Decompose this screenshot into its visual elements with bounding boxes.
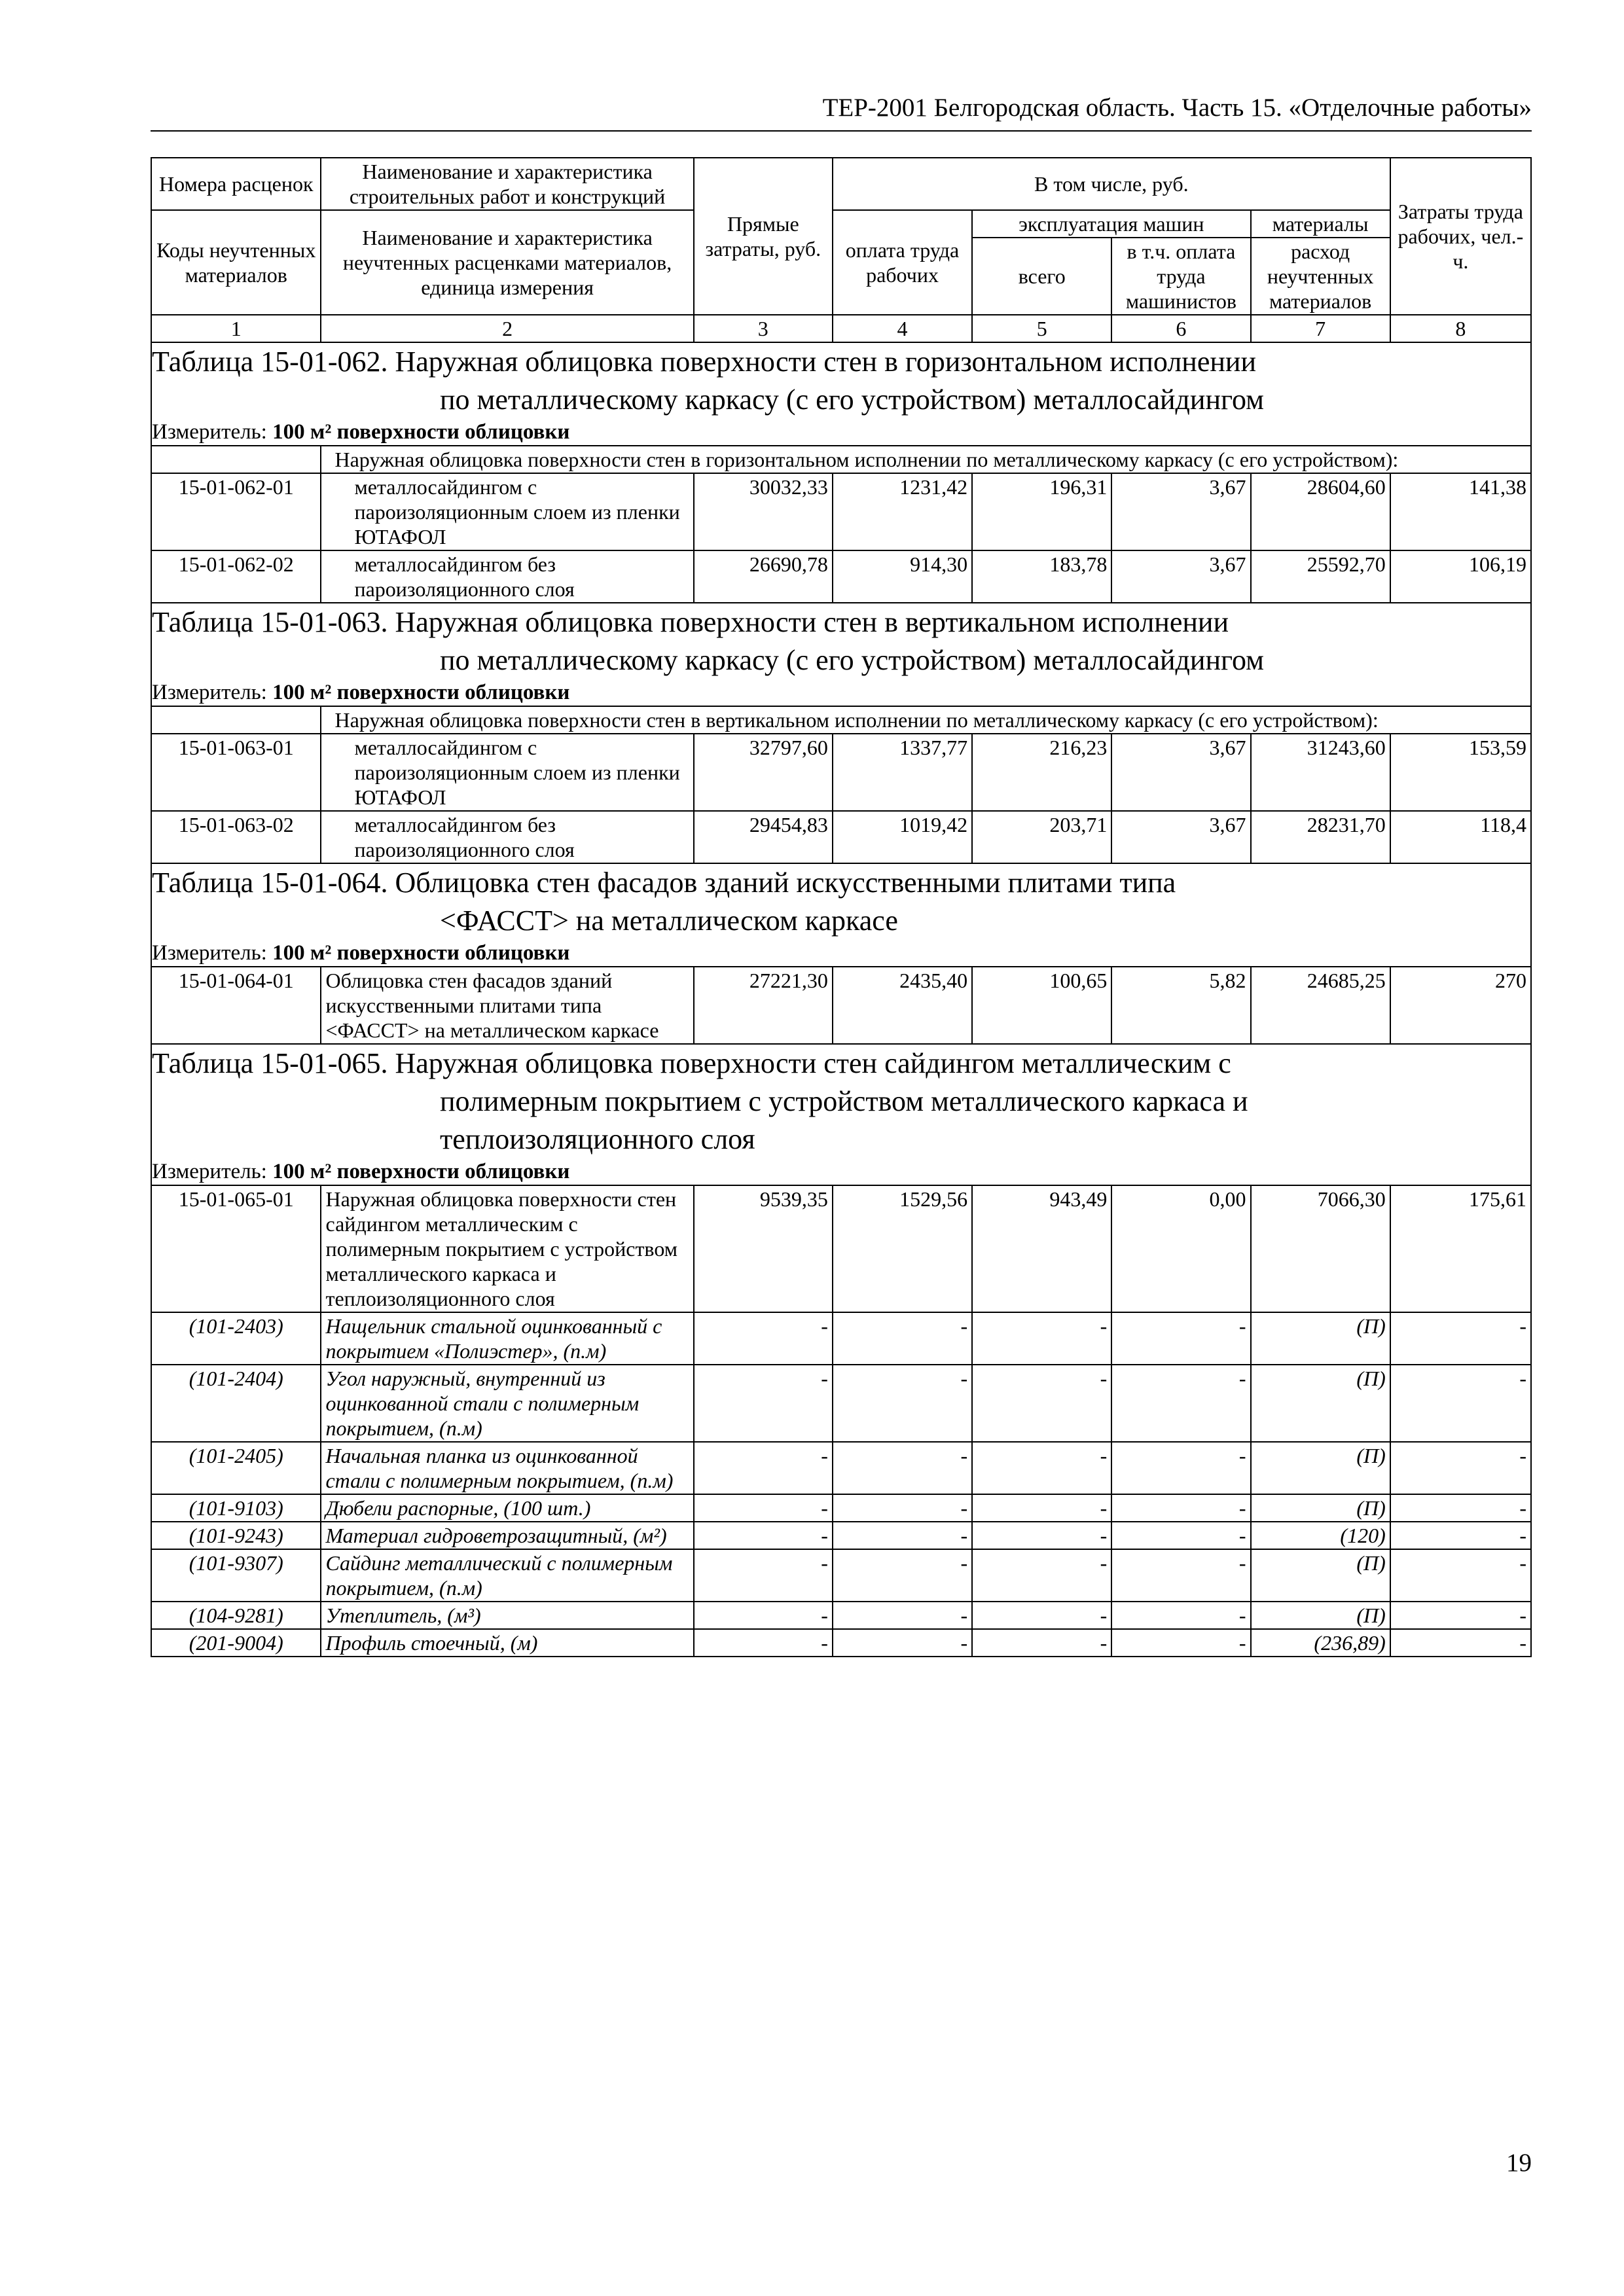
measure-value: 100 м² поверхности облицовки [272,941,570,965]
group-heading-row [151,446,1531,473]
machinist-pay: 3,67 [1111,811,1250,863]
dash-cell: - [694,1365,833,1442]
running-header: ТЕР-2001 Белгородская область. Часть 15. «Отделочные работы» [822,94,1532,122]
direct-costs: 26690,78 [694,550,833,603]
direct-costs: 29454,83 [694,811,833,863]
rate-code: 15-01-063-02 [151,811,321,863]
material-code: (101-9307) [151,1549,321,1602]
table-row [151,967,1531,1044]
group-heading: Наружная облицовка поверхности стен в горизонтальном исполнении по металлическому каркасу (с его устройством): [321,446,1531,473]
rate-name: металлосайдингом без пароизоляционного слоя [321,550,693,603]
dash-cell: - [1390,1602,1531,1629]
rate-name: Облицовка стен фасадов зданий искусственными плитами типа <ФАССТ> на металлическом каркасе [321,967,693,1044]
dash-cell: - [972,1549,1111,1602]
machines-total: 943,49 [972,1185,1111,1312]
materials-cost: 7066,30 [1251,1185,1390,1312]
materials-cost: 28604,60 [1251,473,1390,550]
dash-cell: - [972,1602,1111,1629]
material-qty: (П) [1251,1312,1390,1365]
dash-cell: - [1111,1602,1250,1629]
section-title-row [151,342,1531,419]
section-title-line: <ФАССТ> на металлическом каркасе [440,905,898,937]
col-number-5: 5 [972,315,1111,342]
rate-name: Наружная облицовка поверхности стен сайдингом металлическим с полимерным покрытием с устройством металлического каркаса и теплоизоляционного слоя [321,1185,693,1312]
rate-name: металлосайдингом с пароизоляционным слоем из пленки ЮТАФОЛ [321,473,693,550]
dash-cell: - [1390,1494,1531,1522]
direct-costs: 30032,33 [694,473,833,550]
materials-cost: 31243,60 [1251,734,1390,811]
section-title-line: теплоизоляционного слоя [440,1123,755,1155]
material-code: (101-9243) [151,1522,321,1549]
measure-label: Измеритель: [152,1160,267,1183]
material-name: Сайдинг металлический с полимерным покрытием, (п.м) [321,1549,693,1602]
section-title-line: по металлическому каркасу (с его устройством) металлосайдингом [440,644,1264,676]
rate-code: 15-01-062-02 [151,550,321,603]
dash-cell: - [1390,1312,1531,1365]
machinist-pay: 3,67 [1111,550,1250,603]
header-machines: эксплуатация машин [972,210,1250,238]
material-row [151,1365,1531,1442]
material-qty: (236,89) [1251,1629,1390,1657]
material-name: Дюбели распорные, (100 шт.) [321,1494,693,1522]
machinist-pay: 3,67 [1111,473,1250,550]
material-code: (101-2403) [151,1312,321,1365]
measure-row [151,419,1531,446]
measure-unit [151,940,1531,967]
labor-pay: 1231,42 [833,473,972,550]
dash-cell: - [1111,1629,1250,1657]
material-row [151,1602,1531,1629]
material-code: (101-9103) [151,1494,321,1522]
rate-code: 15-01-062-01 [151,473,321,550]
material-qty: (120) [1251,1522,1390,1549]
direct-costs: 32797,60 [694,734,833,811]
section-title-line: полимерным покрытием с устройством металлического каркаса и [440,1085,1248,1117]
measure-value: 100 м² поверхности облицовки [272,420,570,444]
section-title-line: по металлическому каркасу (с его устройством) металлосайдингом [440,384,1264,416]
measure-row [151,679,1531,706]
dash-cell: - [694,1442,833,1494]
material-row [151,1442,1531,1494]
measure-unit [151,419,1531,446]
header-labor-hours: Затраты труда рабочих, чел.-ч. [1390,158,1531,315]
measure-label: Измеритель: [152,681,267,704]
page-number: 19 [1506,2149,1532,2177]
header-machines-total: всего [972,238,1111,315]
dash-cell: - [833,1365,972,1442]
material-code: (101-2404) [151,1365,321,1442]
section-title-row [151,863,1531,940]
dash-cell: - [833,1629,972,1657]
dash-cell: - [833,1602,972,1629]
section-title-line: Таблица 15-01-063. Наружная облицовка поверхности стен в вертикальном исполнении [152,606,1229,638]
machinist-pay: 0,00 [1111,1185,1250,1312]
labor-hours: 141,38 [1390,473,1531,550]
direct-costs: 9539,35 [694,1185,833,1312]
section-title-line: Таблица 15-01-065. Наружная облицовка поверхности стен сайдингом металлическим с [152,1047,1231,1079]
dash-cell: - [972,1522,1111,1549]
dash-cell: - [1390,1629,1531,1657]
header-direct-costs: Прямые затраты, руб. [694,158,833,315]
measure-row [151,1158,1531,1185]
header-materials: материалы [1251,210,1390,238]
material-row [151,1549,1531,1602]
table-row [151,734,1531,811]
measure-row [151,940,1531,967]
group-heading: Наружная облицовка поверхности стен в вертикальном исполнении по металлическому каркасу (с его устройством): [321,706,1531,734]
material-row [151,1494,1531,1522]
dash-cell: - [833,1442,972,1494]
group-heading-row [151,706,1531,734]
section-title-line: Таблица 15-01-064. Облицовка стен фасадов зданий искусственными плитами типа [152,867,1176,899]
machines-total: 196,31 [972,473,1111,550]
col-number-1: 1 [151,315,321,342]
material-row [151,1522,1531,1549]
measure-unit [151,679,1531,706]
header-labor-pay: оплата труда рабочих [833,210,972,315]
material-qty: (П) [1251,1442,1390,1494]
header-material-names: Наименование и характеристика неучтенных расценками материалов, единица измерения [321,210,693,315]
material-name: Материал гидроветрозащитный, (м²) [321,1522,693,1549]
table-row [151,811,1531,863]
section-title [151,342,1531,419]
machinist-pay: 3,67 [1111,734,1250,811]
dash-cell: - [1111,1442,1250,1494]
measure-value: 100 м² поверхности облицовки [272,681,570,704]
materials-cost: 24685,25 [1251,967,1390,1044]
dash-cell: - [833,1522,972,1549]
table-row [151,1185,1531,1312]
machines-total: 203,71 [972,811,1111,863]
labor-hours: 118,4 [1390,811,1531,863]
dash-cell: - [833,1494,972,1522]
material-name: Начальная планка из оцинкованной стали с полимерным покрытием, (п.м) [321,1442,693,1494]
rate-code: 15-01-064-01 [151,967,321,1044]
dash-cell: - [1111,1522,1250,1549]
material-name: Профиль стоечный, (м) [321,1629,693,1657]
header-rule [151,130,1532,132]
material-qty: (П) [1251,1549,1390,1602]
material-row [151,1629,1531,1657]
section-title-row [151,603,1531,679]
section-title [151,603,1531,679]
labor-pay: 1529,56 [833,1185,972,1312]
rates-table [151,157,1532,1657]
dash-cell: - [1390,1522,1531,1549]
header-machinist-pay: в т.ч. оплата труда машинистов [1111,238,1250,315]
header-work-name: Наименование и характеристика строительных работ и конструкций [321,158,693,210]
dash-cell: - [694,1522,833,1549]
col-number-8: 8 [1390,315,1531,342]
dash-cell: - [1111,1549,1250,1602]
empty-cell [151,446,321,473]
materials-cost: 28231,70 [1251,811,1390,863]
labor-hours: 175,61 [1390,1185,1531,1312]
header-material-codes: Коды неучтенных материалов [151,210,321,315]
labor-hours: 270 [1390,967,1531,1044]
labor-pay: 1019,42 [833,811,972,863]
section-title-line: Таблица 15-01-062. Наружная облицовка поверхности стен в горизонтальном исполнении [152,346,1256,378]
labor-hours: 153,59 [1390,734,1531,811]
measure-unit [151,1158,1531,1185]
measure-label: Измеритель: [152,941,267,965]
rate-name: металлосайдингом с пароизоляционным слоем из пленки ЮТАФОЛ [321,734,693,811]
material-code: (104-9281) [151,1602,321,1629]
material-name: Нащельник стальной оцинкованный с покрытием «Полиэстер», (п.м) [321,1312,693,1365]
header-materials-usage: расход неучтенных материалов [1251,238,1390,315]
dash-cell: - [1390,1365,1531,1442]
labor-pay: 2435,40 [833,967,972,1044]
machinist-pay: 5,82 [1111,967,1250,1044]
dash-cell: - [694,1312,833,1365]
dash-cell: - [1390,1549,1531,1602]
dash-cell: - [694,1602,833,1629]
col-number-4: 4 [833,315,972,342]
dash-cell: - [972,1442,1111,1494]
direct-costs: 27221,30 [694,967,833,1044]
dash-cell: - [833,1312,972,1365]
materials-cost: 25592,70 [1251,550,1390,603]
dash-cell: - [833,1549,972,1602]
rate-code: 15-01-065-01 [151,1185,321,1312]
machines-total: 183,78 [972,550,1111,603]
dash-cell: - [1111,1312,1250,1365]
section-title [151,1044,1531,1158]
material-qty: (П) [1251,1602,1390,1629]
measure-value: 100 м² поверхности облицовки [272,1160,570,1183]
header-rate-numbers: Номера расценок [151,158,321,210]
measure-label: Измеритель: [152,420,267,444]
table-row [151,473,1531,550]
machines-total: 216,23 [972,734,1111,811]
dash-cell: - [972,1494,1111,1522]
col-number-3: 3 [694,315,833,342]
dash-cell: - [694,1629,833,1657]
col-number-6: 6 [1111,315,1250,342]
material-code: (201-9004) [151,1629,321,1657]
labor-hours: 106,19 [1390,550,1531,603]
machines-total: 100,65 [972,967,1111,1044]
labor-pay: 914,30 [833,550,972,603]
material-name: Угол наружный, внутренний из оцинкованной стали с полимерным покрытием, (п.м) [321,1365,693,1442]
material-name: Утеплитель, (м³) [321,1602,693,1629]
dash-cell: - [1390,1442,1531,1494]
labor-pay: 1337,77 [833,734,972,811]
header-including: В том числе, руб. [833,158,1390,210]
dash-cell: - [972,1365,1111,1442]
dash-cell: - [1111,1365,1250,1442]
material-code: (101-2405) [151,1442,321,1494]
dash-cell: - [1111,1494,1250,1522]
col-number-7: 7 [1251,315,1390,342]
dash-cell: - [694,1494,833,1522]
material-row [151,1312,1531,1365]
table-row [151,550,1531,603]
rate-code: 15-01-063-01 [151,734,321,811]
dash-cell: - [972,1312,1111,1365]
section-title-row [151,1044,1531,1158]
col-number-2: 2 [321,315,693,342]
dash-cell: - [694,1549,833,1602]
dash-cell: - [972,1629,1111,1657]
rate-name: металлосайдингом без пароизоляционного слоя [321,811,693,863]
empty-cell [151,706,321,734]
section-title [151,863,1531,940]
material-qty: (П) [1251,1494,1390,1522]
material-qty: (П) [1251,1365,1390,1442]
